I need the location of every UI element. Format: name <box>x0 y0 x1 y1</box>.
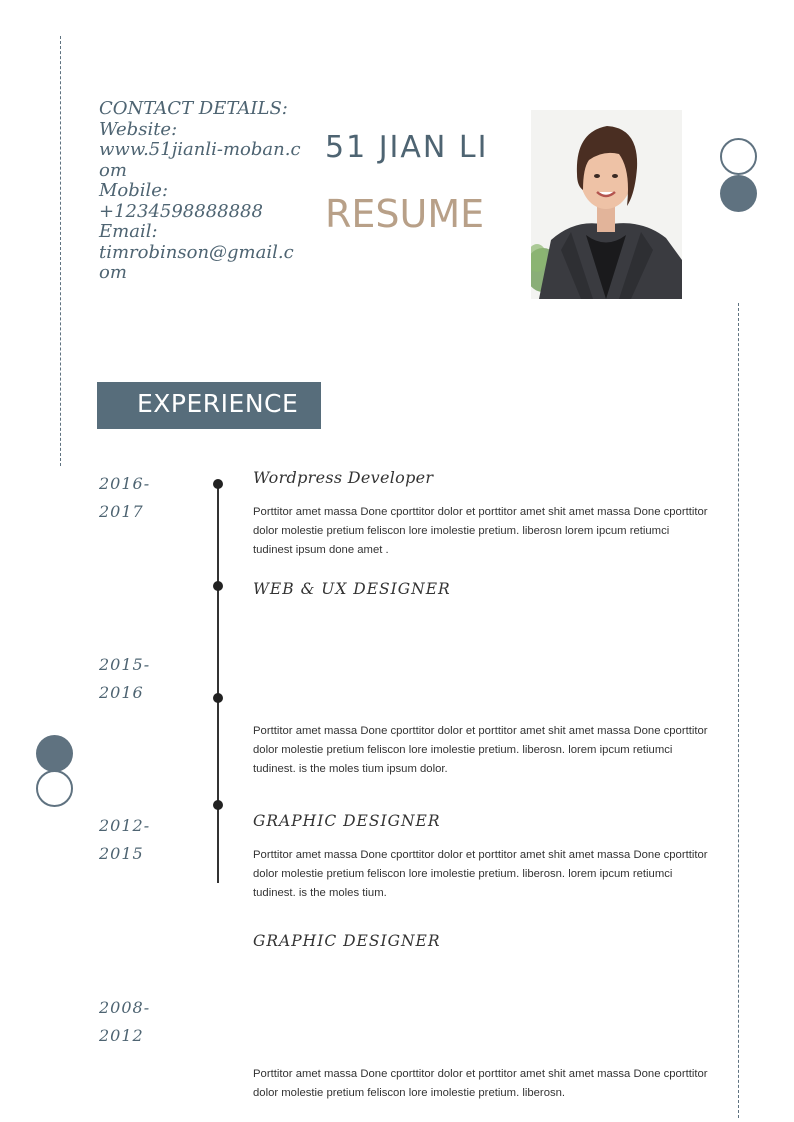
timeline-dot <box>213 479 223 489</box>
job-description: Porttitor amet massa Done cporttitor dolor et porttitor amet shit amet massa Done cporttitor dolor molestie pretium feliscon lore imolestie pretium. liberosn. lorem ipcum retiumci tudinest. is the moles tium. <box>253 849 708 899</box>
year-end: 2016 <box>99 683 144 702</box>
experience-years <box>99 651 189 707</box>
year-start: 2012- <box>99 816 151 835</box>
email-label: Email: <box>99 221 158 242</box>
timeline-dot <box>213 581 223 591</box>
year-start: 2016- <box>99 474 151 493</box>
experience-years <box>99 470 189 526</box>
experience-heading: EXPERIENCE <box>137 389 299 418</box>
timeline-dot <box>213 693 223 703</box>
decor-circle-filled-left-icon <box>36 735 73 772</box>
experience-years <box>99 812 189 868</box>
timeline-dot <box>213 800 223 810</box>
timeline-line <box>217 484 219 883</box>
contact-details <box>99 99 304 284</box>
decor-circle-filled-icon <box>720 175 757 212</box>
job-title: GRAPHIC DESIGNER <box>253 812 441 830</box>
experience-section-header <box>97 382 321 429</box>
job-description: Porttitor amet massa Done cporttitor dolor et porttitor amet shit amet massa Done cporttitor dolor molestie pretium feliscon lore imolestie pretium. liberosn. <box>253 1068 708 1099</box>
resume-title: RESUME <box>325 192 485 236</box>
job-title: GRAPHIC DESIGNER <box>253 932 441 950</box>
job-description: Porttitor amet massa Done cporttitor dolor et porttitor amet shit amet massa Done cporttitor dolor molestie pretium feliscon lore imolestie pretium. liberosn lorem ipcum retiumci tudinest ipsum done amet . <box>253 506 708 556</box>
candidate-name: 51 JIAN LI <box>325 130 489 165</box>
email-value[interactable]: timrobinson@gmail.com <box>99 241 294 283</box>
job-title: Wordpress Developer <box>253 468 434 487</box>
year-start: 2008- <box>99 998 151 1017</box>
website-value[interactable]: www.51jianli-moban.com <box>99 139 301 181</box>
mobile-label: Mobile: <box>99 180 169 201</box>
year-start: 2015- <box>99 655 151 674</box>
job-description: Porttitor amet massa Done cporttitor dolor et porttitor amet shit amet massa Done cporttitor dolor molestie pretium feliscon lore imolestie pretium. liberosn. lorem ipcum retiumci tudinest. is the moles tium ipsum dolor. <box>253 725 708 775</box>
left-dashed-line <box>60 36 61 466</box>
decor-circle-outline-icon <box>720 138 757 175</box>
year-end: 2012 <box>99 1026 144 1045</box>
year-end: 2015 <box>99 844 144 863</box>
year-end: 2017 <box>99 502 144 521</box>
website-label: Website: <box>99 118 178 140</box>
experience-years <box>99 994 189 1050</box>
job-title: WEB & UX DESIGNER <box>253 580 451 598</box>
right-dashed-line <box>738 303 739 1118</box>
contact-heading: CONTACT DETAILS: <box>99 98 288 119</box>
profile-photo <box>531 110 682 299</box>
mobile-value: +1234598888888 <box>99 200 263 222</box>
decor-circle-outline-left-icon <box>36 770 73 807</box>
